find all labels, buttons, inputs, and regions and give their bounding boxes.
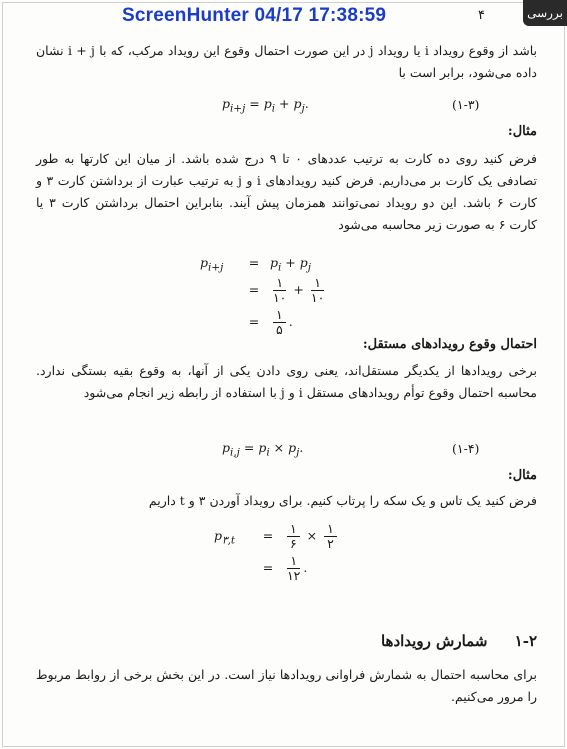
calc1-line-1: $p_{i+j} = p_i + p_j$ xyxy=(200,255,311,274)
paragraph-intro: باشد از وقوع رویداد i یا رویداد j در این صورت احتمال وقوع این رویداد مرکب، که با i + j نشان داده می‌شود، برابر است با xyxy=(36,43,538,80)
calc2-line-1: $p_{۳,t}$ = $\frac{۱}{۶}$ × $\frac{۱}{۲}$ xyxy=(214,522,340,551)
equation-number-2: (۱-۴) xyxy=(452,441,480,456)
paragraph-independent: برخی رویدادها از یکدیگر مستقل‌اند، یعنی روی دادن یکی از آنها، به وقوع بقیه بستگی ندارد. محاسبه احتمال وقوع توأم رویدادهای مستقل i و j با استفاده از رابطه زیر انجام می‌شود xyxy=(36,363,537,400)
paragraph-section-intro: برای محاسبه احتمال به شمارش فراوانی رویدادها نیاز است. در این بخش برخی از روابط مربوط را مرور می‌کنیم. xyxy=(36,667,537,704)
section-heading xyxy=(381,632,537,650)
equation-intersection: $p_{i,j} = p_i \times p_j$. xyxy=(222,440,304,459)
section-number: ۱-۲ xyxy=(514,632,537,650)
section-title: شمارش رویدادها xyxy=(380,632,488,650)
calc1-line-3: = $\frac{۱}{۵}$ . xyxy=(248,307,293,337)
page-number: ۴ xyxy=(478,8,485,23)
publisher-logo: بررسی xyxy=(523,0,567,26)
calc2-line-2: = $\frac{۱}{۱۲}$ . xyxy=(262,553,308,583)
paragraph-example-1: فرض کنید روی ده کارت به ترتیب عددهای ۰ تا ۹ درج شده باشد. از میان این کارتها به طور تصادفی یک کارت بر می‌داریم. فرض کنید رویدادهای i و j به ترتیب عبارت از برداشتن کارت ۳ و کارت ۶ باشد. این دو رویداد نمی‌توانند همزمان پیش آیند. بنابراین احتمال برداشتن کارت ۳ یا کارت ۶ به صورت زیر محاسبه می‌شود xyxy=(36,151,538,232)
section-title-independent: احتمال وقوع رویدادهای مستقل: xyxy=(362,337,537,352)
calc1-line-2: = $\frac{۱}{۱۰}$ + $\frac{۱}{۱۰}$ xyxy=(248,275,325,305)
screenhunter-watermark: ScreenHunter 04/17 17:38:59 xyxy=(122,5,387,26)
example-title-2: مثال: xyxy=(507,468,537,483)
paragraph-example-2: فرض کنید یک تاس و یک سکه را پرتاب کنیم. برای رویداد آوردن ۳ و t داریم xyxy=(148,493,537,508)
example-title-1: مثال: xyxy=(507,124,537,139)
equation-number-1: (۱-۳) xyxy=(452,97,480,112)
equation-union: $p_{i+j} = p_i + p_j$. xyxy=(222,96,309,115)
